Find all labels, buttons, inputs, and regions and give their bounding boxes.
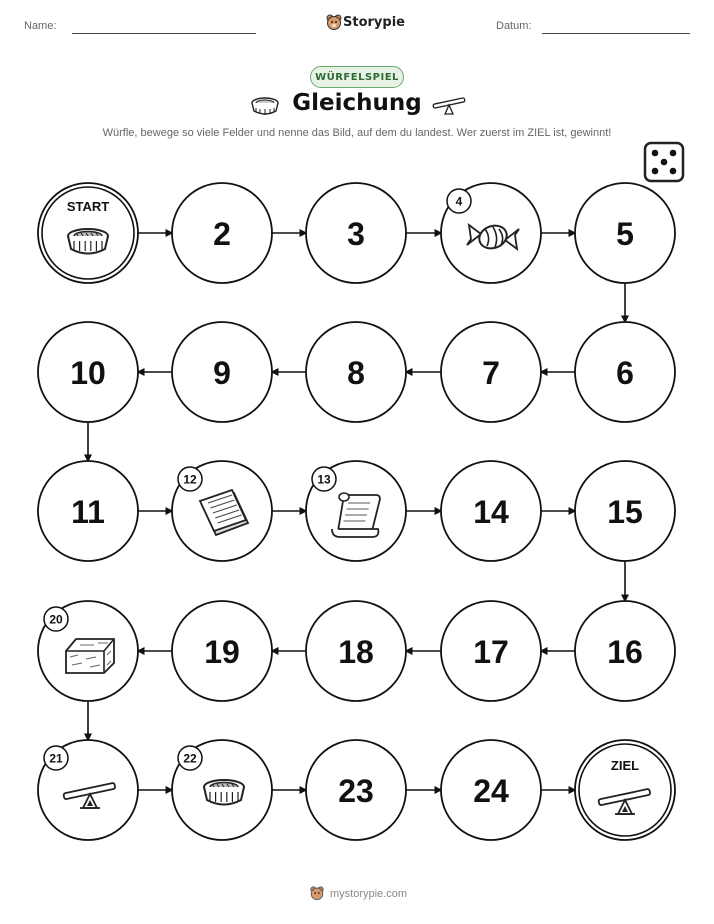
board-cell-5 — [575, 183, 675, 283]
water-bowl-icon — [68, 229, 108, 254]
brand-name: Storypie — [343, 15, 405, 30]
cell-number: 18 — [338, 634, 374, 670]
svg-text:21: 21 — [49, 751, 63, 766]
board-cell-17 — [441, 601, 541, 701]
board-cell-4 — [441, 183, 541, 283]
cell-number: 16 — [607, 634, 643, 670]
cell-number: 7 — [482, 355, 500, 391]
svg-text:12: 12 — [183, 472, 197, 487]
cell-number: 9 — [213, 355, 231, 391]
cell-number-badge — [44, 746, 68, 770]
cell-number: 17 — [473, 634, 509, 670]
cell-number-badge — [178, 746, 202, 770]
cell-number: 19 — [204, 634, 240, 670]
start-cell — [38, 183, 138, 283]
cell-number: 11 — [71, 494, 105, 530]
cell-number: 15 — [607, 494, 643, 530]
board-cell-8 — [306, 322, 406, 422]
svg-text:22: 22 — [183, 751, 197, 766]
cell-number-badge — [312, 467, 336, 491]
board-cell-24 — [441, 740, 541, 840]
start-label: START — [66, 199, 110, 214]
svg-text:13: 13 — [317, 472, 331, 487]
board-cell-16 — [575, 601, 675, 701]
cell-number-badge — [447, 189, 471, 213]
cell-number: 5 — [616, 216, 634, 252]
name-label: Name: — [24, 20, 57, 32]
cell-number: 23 — [338, 773, 374, 809]
cell-number: 24 — [473, 773, 509, 809]
board-cell-11 — [38, 461, 138, 561]
instructions: Würfle, bewege so viele Felder und nenne das Bild, auf dem du landest. Wer zuerst im ZIEL ist, gewinnt! — [102, 127, 612, 139]
board-cell-22 — [172, 740, 272, 840]
cell-number: 3 — [347, 216, 365, 252]
board-cell-3 — [306, 183, 406, 283]
finish-label: ZIEL — [610, 758, 640, 773]
finish-cell — [575, 740, 675, 840]
cell-number: 6 — [616, 355, 634, 391]
board-cell-18 — [306, 601, 406, 701]
board-cell-14 — [441, 461, 541, 561]
board-cell-12 — [172, 461, 272, 561]
cell-number: 8 — [347, 355, 365, 391]
page-title: Gleichung — [292, 90, 422, 116]
water-bowl-icon — [204, 780, 244, 805]
board-cell-20 — [38, 601, 138, 701]
hay-bale-icon — [66, 639, 114, 673]
board-cell-21 — [38, 740, 138, 840]
footer-url: mystorypie.com — [330, 888, 408, 900]
board-cell-19 — [172, 601, 272, 701]
game-type-badge: WÜRFELSPIEL — [310, 66, 404, 88]
board-cell-10 — [38, 322, 138, 422]
date-label: Datum: — [496, 20, 532, 32]
cell-number-badge — [178, 467, 202, 491]
storypie-footer-logo-icon — [309, 885, 325, 901]
board-cell-9 — [172, 322, 272, 422]
board-cell-15 — [575, 461, 675, 561]
board-cell-7 — [441, 322, 541, 422]
svg-text:4: 4 — [455, 194, 463, 209]
board-cell-2 — [172, 183, 272, 283]
cell-number: 2 — [213, 216, 231, 252]
cell-number-badge — [44, 607, 68, 631]
board-cell-23 — [306, 740, 406, 840]
cell-number: 14 — [473, 494, 509, 530]
cell-number: 10 — [70, 355, 106, 391]
svg-text:20: 20 — [49, 612, 63, 627]
board-cell-6 — [575, 322, 675, 422]
board-cell-13 — [306, 461, 406, 561]
